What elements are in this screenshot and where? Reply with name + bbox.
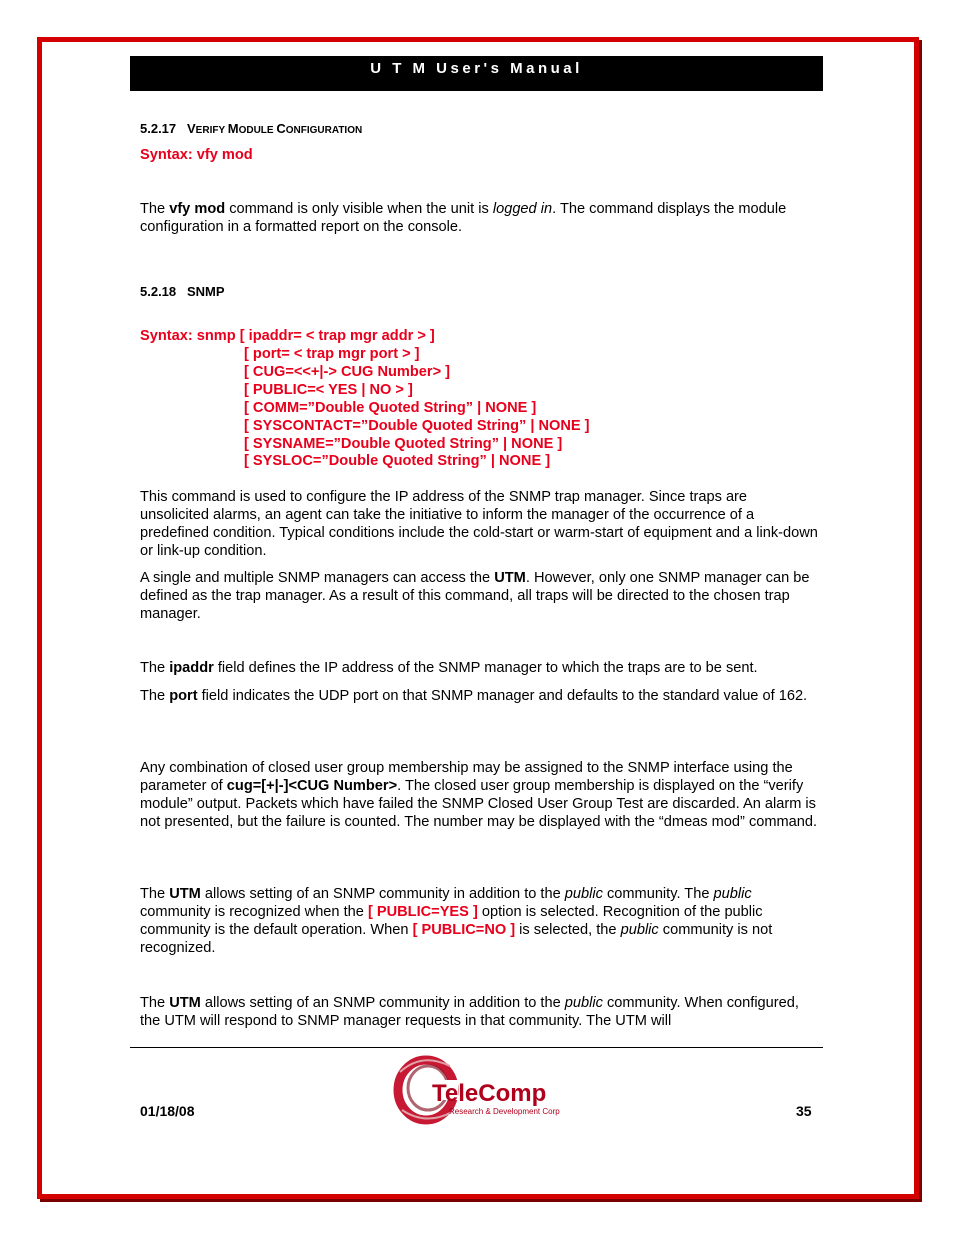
section-number: 5.2.17 (140, 121, 177, 136)
logo-subtitle: Research & Development Corp (449, 1107, 560, 1116)
paragraph-public (140, 885, 820, 957)
text: command is only visible when the unit is (225, 201, 493, 217)
section-title: SNMP (187, 284, 225, 299)
paragraph-port (140, 687, 820, 705)
text: community. When configured, the UTM will respond to SNMP manager requests in that community. The UTM will (140, 995, 799, 1029)
text: allows setting of an SNMP community in addition to the (200, 995, 565, 1011)
italic-text: public (564, 886, 603, 902)
page-header (130, 56, 823, 91)
text: The (140, 688, 170, 704)
paragraph-vfy-mod (140, 200, 820, 236)
text: field defines the IP address of the SNMP manager to which the traps are to be sent. (213, 660, 758, 676)
logo-wordmark: TeleComp (432, 1080, 547, 1107)
bold-text: ipaddr (169, 660, 214, 676)
red-option: [ PUBLIC=NO ] (412, 922, 516, 938)
bold-text: UTM (169, 886, 201, 902)
text: . However, only one SNMP manager can be defined as the trap manager. As a result of this command, all traps will be directed to the chosen trap manager. (140, 570, 810, 622)
syntax-line: [ port= < trap mgr port > ] (244, 346, 420, 362)
red-option: [ PUBLIC=YES ] (367, 904, 478, 920)
text: community is not recognized. (140, 922, 773, 956)
section-title (187, 121, 362, 136)
text: Any combination of closed user group membership may be assigned to the SNMP interface using the parameter of (140, 760, 793, 794)
italic-text: logged in (492, 201, 553, 217)
title-cap: C (276, 121, 286, 136)
syntax-line: [ COMM=”Double Quoted String” | NONE ] (244, 400, 537, 416)
text: The (140, 886, 170, 902)
text: . The closed user group membership is displayed on the “verify module” output. Packets which have failed the SNMP Closed User Group Test are discarded. An alarm is not presented, but the failure is counted. The number may be displayed with the “dmeas mod” command. (140, 778, 818, 830)
text: . The command displays the module configuration in a formatted report on the console. (140, 201, 787, 235)
syntax-line: [ PUBLIC=< YES | NO > ] (244, 382, 413, 398)
manual-title: U T M User's Manual (370, 60, 583, 77)
italic-text: public (620, 922, 659, 938)
syntax-line: [ SYSCONTACT=”Double Quoted String” | NONE ] (244, 418, 590, 434)
italic-text: public (564, 995, 603, 1011)
paragraph-trap-manager: This command is used to configure the IP address of the SNMP trap manager. Since traps are unsolicited alarms, an agent can take the initiative to inform the manager of the occurrence of a predefined condition. Typical conditions include the cold-start or warm-start of equipment and a link-down or link-up condition. (140, 489, 818, 559)
syntax-line: [ CUG=<<+|-> CUG Number> ] (244, 364, 451, 380)
text: option is selected. Recognition of the public community is the default operation. When (140, 904, 763, 938)
syntax-line: [ SYSLOC=”Double Quoted String” | NONE ] (244, 453, 551, 469)
title-cap: M (227, 121, 239, 136)
text: is selected, the (515, 922, 621, 938)
section-number: 5.2.18 (140, 284, 177, 299)
bold-text: port (169, 688, 198, 704)
title-cap: V (187, 121, 196, 136)
paragraph-cug (140, 759, 820, 831)
text: allows setting of an SNMP community in addition to the (200, 886, 565, 902)
bold-text: vfy mod (169, 201, 226, 217)
paragraph-managers (140, 569, 820, 623)
telecomp-logo (392, 1052, 582, 1126)
text: community is recognized when the (140, 904, 368, 920)
paragraph-ipaddr (140, 659, 820, 677)
paragraph-community (140, 994, 820, 1030)
italic-text: public (713, 886, 752, 902)
text: A single and multiple SNMP managers can access the (140, 570, 495, 586)
footer-date: 01/18/08 (140, 1103, 195, 1119)
section-heading-5-2-18 (140, 284, 225, 299)
title-small: ONFIGURATION (285, 125, 363, 136)
text: community. The (602, 886, 714, 902)
syntax-vfy-mod: Syntax: vfy mod (140, 147, 253, 163)
text: The (140, 660, 170, 676)
text: field indicates the UDP port on that SNMP manager and defaults to the standard value of 162. (197, 688, 808, 704)
bold-text: UTM (169, 995, 201, 1011)
bold-text: cug=[+|-]<CUG Number> (226, 778, 398, 794)
text: The (140, 201, 170, 217)
title-small: ERIFY (195, 125, 228, 136)
title-small: ODULE (238, 125, 277, 136)
footer-rule (130, 1047, 823, 1048)
syntax-line: Syntax: snmp [ ipaddr= < trap mgr addr > ] (140, 328, 435, 344)
syntax-line: [ SYSNAME=”Double Quoted String” | NONE ] (244, 436, 563, 452)
bold-text: UTM (494, 570, 526, 586)
text: The (140, 995, 170, 1011)
page-number: 35 (796, 1103, 812, 1119)
section-heading-5-2-17 (140, 121, 362, 136)
